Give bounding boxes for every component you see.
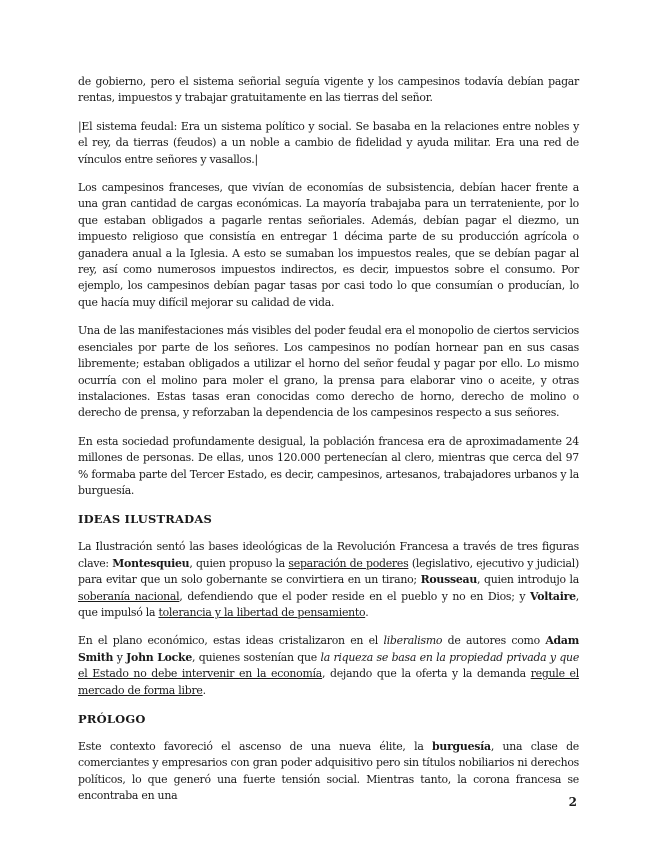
text: La Ilustración sentó las bases ideológicas de la Revolución Francesa a través de tres figuras clave: — [78, 540, 579, 570]
text: y — [113, 650, 127, 664]
term-soberania: soberanía nacional — [78, 589, 180, 603]
term-tolerancia: tolerancia y la libertad de pensamiento — [158, 605, 366, 619]
name-voltaire: Voltaire — [530, 589, 576, 603]
name-smith: Adam Smith — [78, 634, 580, 664]
text: , una clase de comerciantes y empresarios con gran poder adquisitivo pero sin títulos nobiliarios ni derechos políticos, lo que generó una fuerte tensión social. Mientras tanto, la corona francesa se encontraba en una — [78, 740, 579, 803]
paragraph: Una de las manifestaciones más visibles del poder feudal era el monopolio de ciertos servicios esenciales por parte de los señores. Los campesinos no podían hornear pan en sus casas libremente; estaban obligados a utilizar el horno del señor feudal y pagar por ello. Lo mismo ocurría con el molino para moler el grano, la prensa para elaborar vino o aceite, y otras instalaciones. Estas tasas eran conocidas como derecho de horno, derecho de molino o derecho de prensa, y reforzaban la dependencia de los campesinos respecto a sus señores. — [78, 324, 579, 420]
text: , dejando que la oferta y la demanda — [322, 667, 531, 681]
paragraph: Los campesinos franceses, que vivían de economías de subsistencia, debían hacer frente a una gran cantidad de cargas económicas. La mayoría trabajaba para un terrateniente, por lo que estaban obligados a pagarle rentas señoriales. Además, debían pagar el diezmo, un impuesto religioso que consistía en entregar 1 décima parte de su producción agrícola o ganadera anual a la Iglesia. A esto se sumaban los impuestos reales, que se debían pagar al rey, así como numerosos impuestos indirectos, es decir, impuestos sobre el consumo. Por ejemplo, los campesinos debían pagar tasas por casi todo lo que consumían o producían, lo que hacía muy difícil mejorar su calidad de vida. — [78, 181, 579, 309]
text: Este contexto favoreció el ascenso de una nueva élite, la — [78, 740, 433, 753]
term-burguesia: burguesía — [432, 740, 491, 753]
text: de autores como — [442, 634, 546, 648]
idea-estado: el Estado no debe intervenir en la economía — [78, 667, 323, 681]
page-content — [78, 74, 579, 817]
text: . — [365, 605, 369, 619]
name-rousseau: Rousseau — [420, 573, 477, 587]
paragraph-ilustracion — [78, 539, 579, 621]
term-liberalismo: liberalismo — [383, 634, 443, 648]
text: (legislativo, ejecutivo y judicial) para evitar que un solo gobernante se convirtiera en un tirano; — [78, 556, 579, 587]
paragraph: En esta sociedad profundamente desigual, la población francesa era de aproximadamente 24 millones de personas. De ellas, unos 120.000 pertenecían al clero, mientras que cerca del 97 % formaba parte del Tercer Estado, es decir, campesinos, artesanos, trabajadores urbanos y la burguesía. — [78, 434, 579, 497]
text: En el plano económico, estas ideas cristalizaron en el — [78, 634, 384, 648]
idea-riqueza: la riqueza se basa en la propiedad privada y que — [320, 650, 580, 664]
text: , que impulsó la — [78, 589, 579, 619]
text: , defendiendo que el poder reside en el pueblo y no en Dios; y — [179, 589, 531, 603]
paragraph-economia — [78, 633, 579, 699]
text: , quienes sostenían que — [192, 650, 321, 664]
paragraph: de gobierno, pero el sistema señorial seguía vigente y los campesinos todavía debían pagar rentas, impuestos y trabajar gratuitamente en las tierras del señor. — [78, 75, 579, 105]
paragraph-prologo — [78, 739, 579, 805]
name-montesquieu: Montesquieu — [112, 556, 190, 570]
text: . — [202, 683, 206, 697]
page-number: 2 — [568, 795, 577, 809]
text: , quien propuso la — [189, 556, 289, 570]
note-paragraph: |El sistema feudal: Era un sistema político y social. Se basaba en la relaciones entre nobles y el rey, da tierras (feudos) a un noble a cambio de fidelidad y ayuda militar. Era una red de vínculos entre señores y vasallos.| — [78, 119, 579, 166]
name-locke: John Locke — [126, 650, 193, 664]
section-heading-ideas: IDEAS ILUSTRADAS — [78, 512, 212, 527]
section-heading-prologo: PRÓLOGO — [78, 712, 146, 726]
text: , quien introdujo la — [477, 573, 580, 587]
idea-mercado: regule el mercado de forma libre — [78, 667, 579, 697]
term-separacion: separación de poderes — [288, 556, 409, 570]
